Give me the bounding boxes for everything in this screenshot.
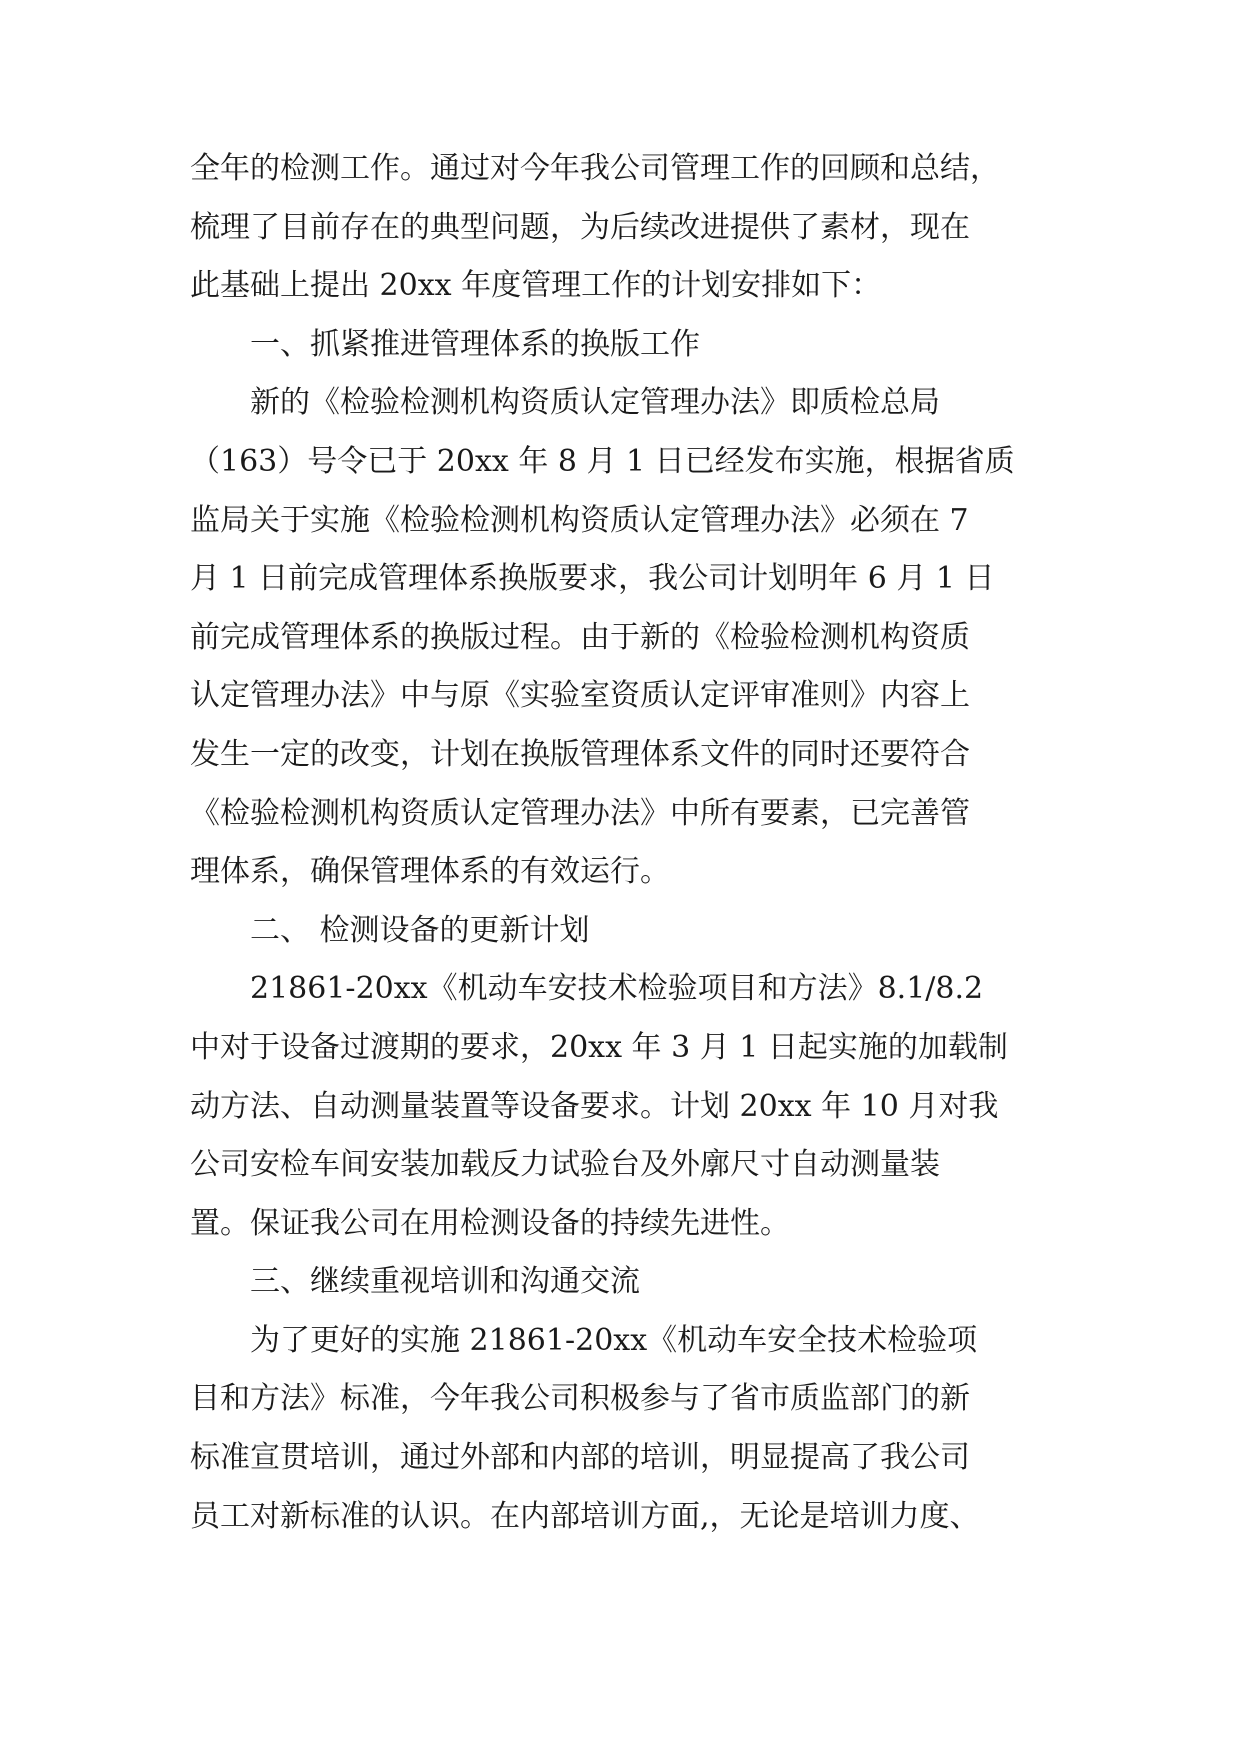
section-heading: 一、抓紧推进管理体系的换版工作: [250, 326, 700, 362]
text-line: 全年的检测工作。通过对今年我公司管理工作的回顾和总结，: [190, 151, 1000, 186]
text-line: 目和方法》标准，今年我公司积极参与了省市质监部门的新: [190, 1381, 970, 1417]
text-line: 中对于设备过渡期的要求，20xx 年 3 月 1 日起实施的加载制: [190, 1029, 1008, 1065]
text-line: （163）号令已于 20xx 年 8 月 1 日已经发布实施，根据省质: [190, 443, 1015, 479]
text-line: 认定管理办法》中与原《实验室资质认定评审准则》内容上: [190, 678, 970, 714]
text-line: 动方法、自动测量装置等设备要求。计划 20xx 年 10 月对我: [190, 1088, 999, 1124]
document-body: [190, 140, 1070, 1546]
text-line: 员工对新标准的认识。在内部培训方面,，无论是培训力度、: [190, 1498, 980, 1534]
text-line: 月 1 日前完成管理体系换版要求，我公司计划明年 6 月 1 日: [190, 561, 995, 597]
text-line: 《检验检测机构资质认定管理办法》中所有要素，已完善管: [190, 795, 970, 831]
text-line: 理体系，确保管理体系的有效运行。: [190, 854, 670, 890]
text-line: 公司安检车间安装加载反力试验台及外廓尺寸自动测量装: [190, 1147, 940, 1183]
text-line: 21861-20xx《机动车安技术检验项目和方法》8.1/8.2: [250, 971, 984, 1007]
text-line: 为了更好的实施 21861-20xx《机动车安全技术检验项: [250, 1322, 978, 1358]
text-line: 标准宣贯培训，通过外部和内部的培训，明显提高了我公司: [190, 1440, 970, 1476]
section-heading: 三、继续重视培训和沟通交流: [250, 1264, 640, 1300]
text-line: 前完成管理体系的换版过程。由于新的《检验检测机构资质: [190, 619, 970, 655]
text-line: 发生一定的改变，计划在换版管理体系文件的同时还要符合: [190, 736, 970, 772]
section-heading: 二、 检测设备的更新计划: [250, 912, 590, 948]
text-line: 监局关于实施《检验检测机构资质认定管理办法》必须在 7: [190, 502, 969, 538]
text-line: 此基础上提出 20xx 年度管理工作的计划安排如下：: [190, 268, 882, 304]
text-line: 置。保证我公司在用检测设备的持续先进性。: [190, 1205, 790, 1241]
text-line: 新的《检验检测机构资质认定管理办法》即质检总局: [250, 385, 940, 421]
text-line: 梳理了目前存在的典型问题，为后续改进提供了素材，现在: [190, 209, 970, 245]
